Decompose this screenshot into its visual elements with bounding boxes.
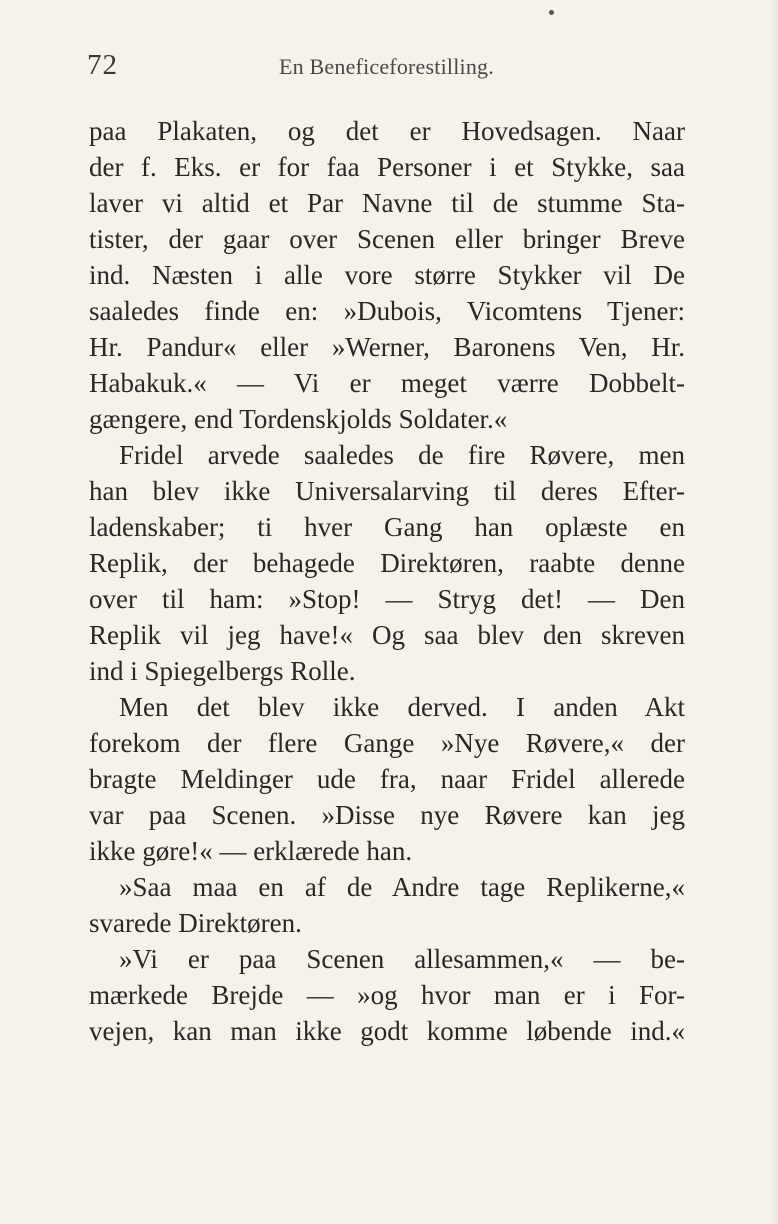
page-edge [770, 0, 778, 1224]
text-line: Fridel arvede saaledes de fire Røvere, men [119, 440, 685, 470]
text-line: paa Plakaten, og det er Hovedsagen. Naar [89, 116, 685, 146]
text-line: Hr. Pandur« eller »Werner, Baronens Ven, Hr. [89, 332, 685, 362]
text-line: Men det blev ikke derved. I anden Akt [119, 692, 685, 722]
text-line: gængere, end Tordenskjolds Soldater.« [89, 404, 508, 434]
running-head: En Beneficeforestilling. [279, 54, 494, 79]
print-speck [549, 10, 554, 15]
text-line: der f. Eks. er for faa Personer i et Stykke, saa [89, 152, 685, 182]
text-line: »Vi er paa Scenen allesammen,« — be- [119, 944, 685, 974]
text-line: vejen, kan man ikke godt komme løbende ind.« [89, 1016, 685, 1046]
text-line: ladenskaber; ti hver Gang han oplæste en [89, 512, 685, 542]
body-text [89, 113, 685, 1049]
text-line: bragte Meldinger ude fra, naar Fridel allerede [89, 764, 685, 794]
text-line: laver vi altid et Par Navne til de stumme Sta- [89, 188, 685, 218]
text-line: han blev ikke Universalarving til deres Efter- [89, 476, 685, 506]
text-line: svarede Direktøren. [89, 908, 302, 938]
text-line: ikke gøre!« — erklærede han. [89, 836, 413, 866]
text-line: over til ham: »Stop! — Stryg det! — Den [89, 584, 685, 614]
text-line: Replik vil jeg have!« Og saa blev den skreven [89, 620, 685, 650]
text-line: tister, der gaar over Scenen eller bringer Breve [89, 224, 685, 254]
page-number: 72 [87, 49, 118, 81]
text-line: forekom der flere Gange »Nye Røvere,« der [89, 728, 685, 758]
text-line: »Saa maa en af de Andre tage Replikerne,« [119, 872, 685, 902]
text-line: saaledes finde en: »Dubois, Vicomtens Tjener: [89, 296, 685, 326]
text-line: var paa Scenen. »Disse nye Røvere kan jeg [89, 800, 685, 830]
text-line: Replik, der behagede Direktøren, raabte denne [89, 548, 685, 578]
text-line: mærkede Brejde — »og hvor man er i For- [89, 980, 685, 1010]
text-line: ind i Spiegelbergs Rolle. [89, 656, 356, 686]
text-line: Habakuk.« — Vi er meget værre Dobbelt- [89, 368, 685, 398]
text-line: ind. Næsten i alle vore større Stykker vil De [89, 260, 685, 290]
